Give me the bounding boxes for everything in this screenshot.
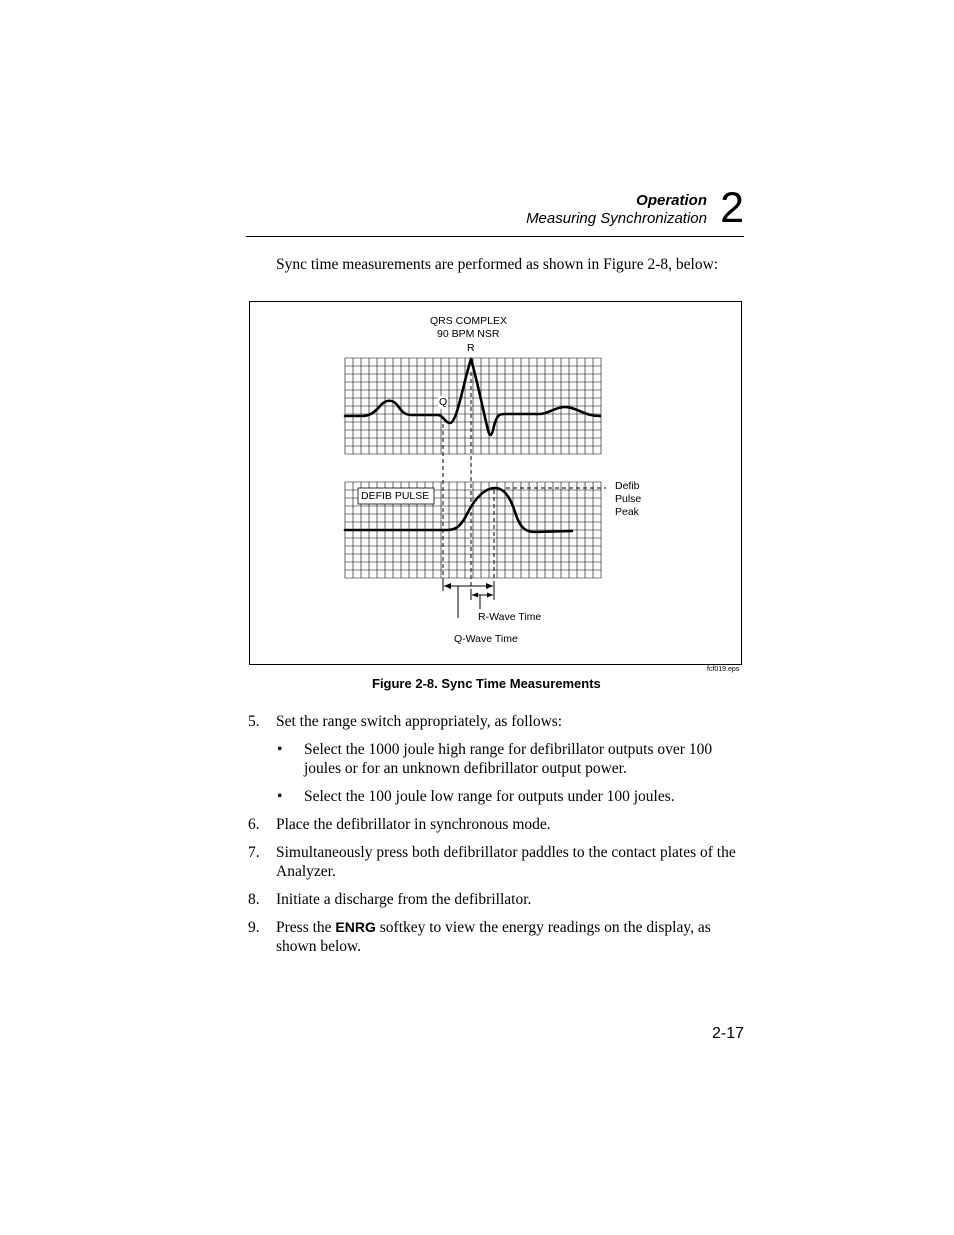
defib-pulse-label: DEFIB PULSE [361,490,430,502]
heart-rate-label: 90 BPM NSR [437,328,500,340]
step-9-post: softkey to view the energy readings on the display, as [375,919,711,936]
step-9-number: 9. [248,919,260,936]
sync-time-diagram [250,302,741,664]
header-subsection-title: Measuring Synchronization [526,210,707,227]
page-number: 2-17 [712,1025,745,1042]
bullet-2-text: Select the 100 joule low range for outputs under 100 joules. [304,788,675,805]
step-9-line2: shown below. [276,938,362,955]
header-section-title: Operation [636,192,707,209]
q-point-label: Q [439,396,448,408]
step-7-line2: Analyzer. [276,863,336,880]
qrs-complex-label: QRS COMPLEX [430,315,508,327]
bullet-1-line2: joules or for an unknown defibrillator output power. [304,760,627,777]
r-wave-time-label: R-Wave Time [478,611,542,623]
figure-caption: Figure 2-8. Sync Time Measurements [372,676,601,691]
step-8-text: Initiate a discharge from the defibrillator. [276,891,532,908]
step-6-text: Place the defibrillator in synchronous mode. [276,816,551,833]
figure-frame [249,301,742,665]
step-7-line1: Simultaneously press both defibrillator paddles to the contact plates of the [276,844,736,861]
qrs-waveform [345,359,600,435]
r-peak-label: R [467,342,475,354]
peak-label-line1: Defib [615,480,640,492]
step-6-number: 6. [248,816,260,833]
enrg-softkey-name: ENRG [335,919,376,935]
step-9-pre: Press the [276,919,336,936]
chapter-number: 2 [720,184,744,232]
peak-label-line3: Peak [615,506,639,518]
step-7-number: 7. [248,844,260,861]
figure-file-name: fcf019.eps [707,666,740,673]
step-5-number: 5. [248,713,260,730]
bullet-1-marker: • [277,741,283,758]
step-5-text: Set the range switch appropriately, as follows: [276,713,563,730]
step-8-number: 8. [248,891,260,908]
q-wave-time-label: Q-Wave Time [454,633,518,645]
peak-label-line2: Pulse [615,493,642,505]
step-9-line1 [276,918,711,938]
running-header [246,184,744,237]
intro-paragraph: Sync time measurements are performed as shown in Figure 2-8, below: [276,256,719,273]
bullet-2-marker: • [277,788,283,805]
bullet-1-line1: Select the 1000 joule high range for defibrillator outputs over 100 [304,741,713,758]
